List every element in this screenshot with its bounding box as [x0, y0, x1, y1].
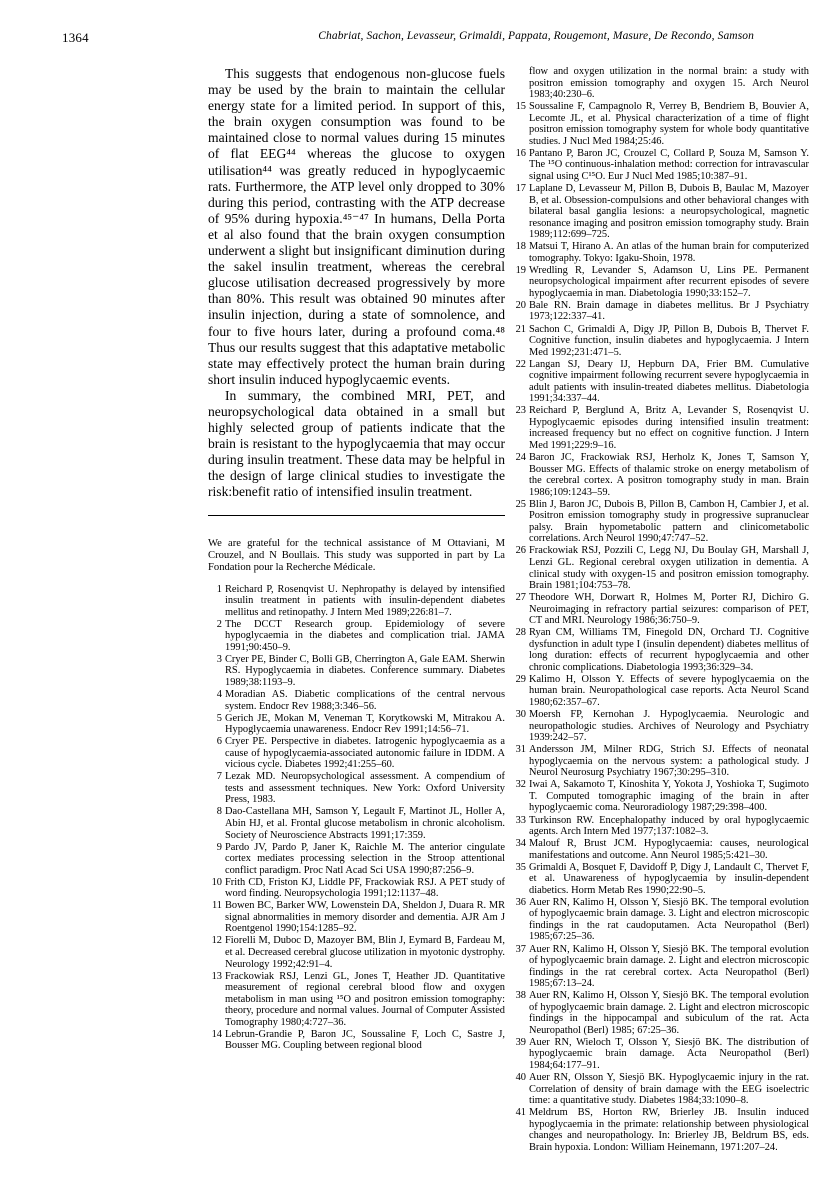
reference-number: 15 — [515, 101, 526, 113]
reference-text: Reichard P, Rosenqvist U. Nephropathy is delayed by intensified insulin treatment in patients with insulin-dependent diabetes mellitus and retinopathy. J Intern Med 1989;226:81–7. — [225, 583, 505, 618]
body-paragraph-2: In summary, the combined MRI, PET, and neuropsychological data obtained in a small but highly selected group of patients indicate that the brain is resistant to the hypoglycaemia that may occur during insulin treatment. These data may be helpful in the design of large clinical studies to investigate the risk:benefit ratio of intensified insulin treatment. — [208, 387, 505, 500]
reference-number: 11 — [211, 900, 222, 912]
reference-number: 34 — [515, 838, 526, 850]
page-number: 1364 — [62, 30, 89, 45]
reference-text: Theodore WH, Dorwart R, Holmes M, Porter RJ, Dichiro G. Neuroimaging in refractory partial seizures: comparison of PET, CT and MRI. Neurology 1986;36:750–9. — [529, 592, 809, 627]
body-paragraph-1: This suggests that endogenous non-glucose fuels may be used by the brain to maintain the cellular energy state for a limited period. In support of this, the brain oxygen consumption was found to be maintained close to normal values during 15 minutes of flat EEG⁴⁴ whereas the glucose to oxygen utilisation⁴⁴ was greatly reduced in hypoglycaemic rats. Furthermore, the ATP level only dropped to 30% during this period, contrasting with the ATP decrease of 95% during hypoxia.⁴⁵⁻⁴⁷ In humans, Della Porta et al also found that the brain oxygen consumption underwent a slight but insignificant diminution during the sakel insulin treatment, whereas the cerebral glucose utilisation decreased progressively by more than 80%. This result was obtained 90 minutes after insulin injection, during a state of somnolence, and four to five hours later, during a profound coma.⁴⁸ Thus our results suggest that this adaptative metabolic state may effectively protect the human brain during short insulin induced hypoglycaemic events. — [208, 66, 505, 387]
reference-item — [512, 265, 809, 300]
reference-text: Lezak MD. Neuropsychological assessment. A compendium of tests and assessment techniques. New York: Oxford University Press, 1983. — [225, 771, 505, 806]
reference-text: Frith CD, Friston KJ, Liddle PF, Frackowiak RSJ. A PET study of word finding. Neuropsychologia 1991;12:1137–48. — [225, 876, 505, 900]
reference-text: Ryan CM, Williams TM, Finegold DN, Orchard TJ. Cognitive dysfunction in adult type I (insulin dependent) diabetes mellitus of long duration: effects of recurrent hypoglycaemia and other chronic complications. Diabetologia 1993;36:329–34. — [529, 627, 809, 673]
reference-text: Reichard P, Berglund A, Britz A, Levander S, Rosenqvist U. Hypoglycaemic episodes during intensified insulin treatment: increased frequency but no effect on cognitive function. J Intern Med 1991;229:9–16. — [529, 405, 809, 451]
reference-number: 23 — [515, 405, 526, 417]
reference-item — [512, 815, 809, 838]
reference-item — [512, 838, 809, 861]
reference-text: Lebrun-Grandie P, Baron JC, Soussaline F, Loch C, Sastre J, Bousser MG. Coupling between regional blood — [225, 1028, 505, 1052]
reference-text: Frackowiak RSJ, Pozzili C, Legg NJ, Du Boulay GH, Marshall J, Lenzi GL. Regional cerebral oxygen utilization in dementia. A clinical study with oxygen-15 and positron emission tomography. Brain 1981;104:753–78. — [529, 545, 809, 592]
reference-item — [208, 806, 505, 841]
reference-number: 19 — [515, 264, 526, 276]
reference-text: Bale RN. Brain damage in diabetes mellitus. Br J Psychiatry 1973;122:337–41. — [529, 299, 809, 323]
reference-number: 41 — [515, 1107, 526, 1119]
reference-item — [208, 689, 505, 712]
reference-text: Laplane D, Levasseur M, Pillon B, Dubois B, Baulac M, Mazoyer B, et al. Obsession-compulsions and other behavioral changes with bilateral basal ganglia lesions: a neuropsychological, magnetic resonance imaging and positron emission tomography study. Brain 1989;112:699–725. — [529, 182, 809, 241]
reference-number: 20 — [515, 299, 526, 311]
reference-text: Kalimo H, Olsson Y. Effects of severe hypoglycaemia on the human brain. Neuropathological case reports. Acta Neurol Scand 1980;62:357–67. — [529, 673, 809, 709]
reference-item — [512, 452, 809, 498]
reference-item — [512, 1037, 809, 1072]
reference-number: 18 — [515, 241, 526, 253]
reference-number: 29 — [515, 673, 526, 685]
reference-text: Pantano P, Baron JC, Crouzel C, Collard P, Souza M, Samson Y. The ¹⁵O continuous-inhalation method: correction for intravascular signal using C¹⁵O. Eur J Nucl Med 1985;10:387–91. — [529, 147, 809, 182]
reference-number: 5 — [216, 712, 222, 724]
reference-text: Soussaline F, Campagnolo R, Verrey B, Bendriem B, Bouvier A, Lecomte JL, et al. Physical characterization of a time of flight positron emission tomography system for whole body quantitative studies. J Nucl Med 1984;25:46. — [529, 101, 809, 147]
reference-number: 6 — [216, 736, 222, 748]
reference-item — [208, 877, 505, 900]
left-column — [208, 66, 505, 1052]
reference-list-right — [512, 66, 809, 1153]
reference-item — [512, 324, 809, 359]
reference-text: Auer RN, Olsson Y, Siesjö BK. Hypoglycaemic injury in the rat. Correlation of density of brain damage with the EEG isoelectric time: a quantitative study. Diabetes 1984;33:1090–8. — [529, 1072, 809, 1107]
reference-item — [208, 713, 505, 736]
acknowledgment-rule — [208, 515, 505, 516]
reference-text: Bowen BC, Barker WW, Lowenstein DA, Sheldon J, Duara R. MR signal abnormalities in memory disorder and dementia. AJR Am J Roentgenol 1990;154:1285–92. — [225, 900, 505, 935]
reference-number: 33 — [515, 814, 526, 826]
right-column — [512, 66, 809, 1154]
author-list: Chabriat, Sachon, Levasseur, Grimaldi, Pappata, Rougemont, Masure, De Recondo, Samson — [318, 30, 754, 42]
reference-text: Auer RN, Kalimo H, Olsson Y, Siesjö BK. The temporal evolution of hypoglycaemic brain damage. 2. Light and electron microscopic findings in the hippocampal and subiculum of the rat. Acta Neuropathol (Berl) 1985; 67:25–36. — [529, 990, 809, 1036]
reference-text: Auer RN, Kalimo H, Olsson Y, Siesjö BK. The temporal evolution of hypoglycaemic brain damage. 2. Light and electron microscopic findings in the rat cerebral cortex. Acta Neuropathol (Berl) 1985;67:13–24. — [529, 943, 809, 990]
reference-item — [208, 935, 505, 970]
reference-text: Malouf R, Brust JCM. Hypoglycaemia: causes, neurological manifestations and outcome. Ann Neurol 1985;5:421–30. — [529, 838, 809, 861]
reference-list-left — [208, 584, 505, 1052]
reference-number: 1 — [216, 583, 222, 595]
running-head — [62, 30, 754, 46]
reference-text: Sachon C, Grimaldi A, Digy JP, Pillon B, Dubois B, Thervet F. Cognitive function, insulin diabetes and hypoglycaemia. J Intern Med 1992;231:471–5. — [529, 323, 809, 358]
reference-text: Grimaldi A, Bosquet F, Davidoff P, Digy J, Landault C, Thervet F, et al. Unawareness of hypoglycaemia by insulin-dependent diabetics. Horm Metab Res 1990;22:90–5. — [529, 861, 809, 896]
reference-item — [512, 499, 809, 545]
reference-text: Pardo JV, Pardo P, Janer K, Raichle M. The anterior cingulate cortex mediates processing selection in the Stroop attentional conflict paradigm. Proc Natl Acad Sci USA 1990;87:256–9. — [225, 841, 505, 876]
reference-number: 32 — [515, 779, 526, 791]
reference-number: 3 — [216, 653, 222, 665]
reference-number: 22 — [515, 358, 526, 370]
reference-text: The DCCT Research group. Epidemiology of severe hypoglycaemia in the diabetes and complication trial. JAMA 1991;90:450–9. — [225, 618, 505, 653]
reference-item — [208, 771, 505, 806]
reference-text: Wredling R, Levander S, Adamson U, Lins PE. Permanent neuropsychological impairment after recurrent episodes of severe hypoglycaemia in man. Diabetologia 1990;33:152–7. — [529, 264, 809, 299]
reference-text: Cryer PE. Perspective in diabetes. Iatrogenic hypoglycaemia as a cause of hypoglycaemia-associated autonomic failure in IDDM. A vicious cycle. Diabetes 1992;41:255–60. — [225, 736, 505, 771]
reference-text: Frackowiak RSJ, Lenzi GL, Jones T, Heather JD. Quantitative measurement of regional cerebral blood flow and oxygen metabolism in man using ¹⁵O and positron emission tomography: theory, procedure and normal values. Journal of Computer Assisted Tomography 1980;4:727–36. — [225, 970, 505, 1028]
reference-text: Auer RN, Wieloch T, Olsson Y, Siesjö BK. The distribution of hypoglycaemic brain damage. Acta Neuropathol (Berl) 1984;64:177–91. — [529, 1036, 809, 1071]
reference-item — [208, 900, 505, 935]
reference-item — [512, 744, 809, 779]
reference-text: Baron JC, Frackowiak RSJ, Herholz K, Jones T, Samson Y, Bousser MG. Effects of thalamic stroke on energy metabolism of the cerebral cortex. A positron tomography study in man. Brain 1986;109:1243–59. — [529, 452, 809, 498]
reference-item — [512, 359, 809, 405]
reference-text: Andersson JM, Milner RDG, Strich SJ. Effects of neonatal hypoglycaemia on the nervous system: a pathological study. J Neurol Neurosurg Psychiatry 1967;30:295–310. — [529, 744, 809, 779]
reference-text: Moersh FP, Kernohan J. Hypoglycaemia. Neurologic and neuropathologic studies. Archives of Neurology and Psychiatry 1939:242–57. — [529, 709, 809, 744]
reference-item — [208, 584, 505, 619]
reference-item — [208, 971, 505, 1029]
reference-text: Matsui T, Hirano A. An atlas of the human brain for computerized tomography. Tokyo: Igaku-Shoin, 1978. — [529, 241, 809, 264]
reference-item — [208, 654, 505, 689]
reference-number: 35 — [515, 861, 526, 873]
reference-text: Dao-Castellana MH, Samson Y, Legault F, Martinot JL, Holler A, Abin HJ, et al. Frontal glucose metabolism in chronic alcoholism. Society of Neuroscience Abstracts 1991;17:359. — [225, 806, 505, 841]
reference-text: Gerich JE, Mokan M, Veneman T, Korytkowski M, Mitrakou A. Hypoglycaemia unawareness. Endocr Rev 1991;14:56–71. — [225, 712, 505, 736]
reference-number: 27 — [515, 592, 526, 604]
reference-item — [512, 592, 809, 627]
reference-number: 9 — [216, 841, 222, 853]
reference-number: 17 — [515, 182, 526, 194]
reference-item — [512, 862, 809, 897]
reference-text: Meldrum BS, Horton RW, Brierley JB. Insulin induced hypoglycaemia in the primate: relationship between physiological changes and neuropathology. In: Brierley JB, Beldrum BS, eds. Brain hypoxia. London: William Heinemann, 1971:207–24. — [529, 1107, 809, 1153]
reference-item — [512, 405, 809, 451]
reference-number: 30 — [515, 709, 526, 721]
reference-number: 16 — [515, 147, 526, 159]
reference-text: flow and oxygen utilization in the normal brain: a study with positron emission tomography and oxygen 15. Arch Neurol 1983;40:230–6. — [529, 66, 809, 101]
reference-number: 39 — [515, 1036, 526, 1048]
reference-item — [512, 944, 809, 990]
reference-number: 38 — [515, 990, 526, 1002]
reference-text: Moradian AS. Diabetic complications of the central nervous system. Endocr Rev 1988;3:346–56. — [225, 688, 505, 712]
reference-item — [512, 897, 809, 943]
reference-item — [512, 241, 809, 264]
reference-item — [208, 619, 505, 654]
reference-number: 4 — [216, 688, 222, 700]
acknowledgment: We are grateful for the technical assistance of M Ottaviani, M Crouzel, and N Boullais. This study was supported in part by La Fondation pour la Recherche Médicale. — [208, 537, 505, 573]
reference-item — [512, 1107, 809, 1153]
reference-item — [208, 842, 505, 877]
reference-number: 31 — [515, 744, 526, 756]
reference-text: Cryer PE, Binder C, Bolli GB, Cherrington A, Gale EAM. Sherwin RS. Hypoglycaemia in diabetes. Conference summary. Diabetes 1989;38:1193–9. — [225, 653, 505, 688]
reference-item-continued — [512, 66, 809, 101]
reference-text: Iwai A, Sakamoto T, Kinoshita Y, Yokota J, Yoshioka T, Sugimoto T. Computed tomographic imaging of the brain in after hypoglycaemic coma. Neuroradiology 1987;29:398–400. — [529, 779, 809, 814]
reference-item — [208, 736, 505, 771]
reference-number: 7 — [216, 771, 222, 783]
reference-item — [512, 627, 809, 673]
reference-number: 21 — [515, 323, 526, 335]
reference-text: Turkinson RW. Encephalopathy induced by oral hypoglycaemic agents. Arch Intern Med 1977;137:1082–3. — [529, 814, 809, 838]
reference-item — [512, 709, 809, 744]
reference-item — [512, 300, 809, 323]
reference-item — [512, 1072, 809, 1107]
reference-text: Langan SJ, Deary IJ, Hepburn DA, Frier BM. Cumulative cognitive impairment following recurrent severe hypoglycaemia in adult patients with insulin-treated diabetes mellitus. Diabetologia 1991;34:337–44. — [529, 358, 809, 405]
reference-item — [512, 779, 809, 814]
reference-number: 10 — [211, 876, 222, 888]
reference-item — [512, 183, 809, 241]
reference-item — [512, 674, 809, 709]
reference-number: 25 — [515, 498, 526, 510]
reference-item — [512, 990, 809, 1036]
reference-number: 28 — [515, 627, 526, 639]
reference-item — [512, 148, 809, 183]
reference-number: 24 — [515, 452, 526, 464]
reference-number: 8 — [216, 806, 222, 818]
reference-number: 37 — [515, 943, 526, 955]
reference-number: 40 — [515, 1072, 526, 1084]
reference-number: 12 — [211, 935, 222, 947]
reference-number: 36 — [515, 896, 526, 908]
reference-number: 13 — [211, 970, 222, 982]
reference-text: Blin J, Baron JC, Dubois B, Pillon B, Cambon H, Cambier J, et al. Positron emission tomography study in progressive supranuclear palsy. Brain hypometabolic pattern and clinicometabolic correlations. Arch Neurol 1990;47:747–52. — [529, 498, 809, 545]
reference-item — [512, 545, 809, 591]
reference-text: Fiorelli M, Duboc D, Mazoyer BM, Blin J, Eymard B, Fardeau M, et al. Decreased cerebral glucose utilization in myotonic dystrophy. Neurology 1992;42:91–4. — [225, 935, 505, 970]
reference-item — [208, 1029, 505, 1052]
reference-number: 14 — [211, 1028, 222, 1040]
reference-item — [512, 101, 809, 147]
reference-number: 2 — [216, 618, 222, 630]
reference-number: 26 — [515, 545, 526, 557]
reference-text: Auer RN, Kalimo H, Olsson Y, Siesjö BK. The temporal evolution of hypoglycaemic brain damage. 3. Light and electron microscopic findings in the rat caudoputamen. Acta Neuropathol (Berl) 1985;67:25–36. — [529, 896, 809, 943]
